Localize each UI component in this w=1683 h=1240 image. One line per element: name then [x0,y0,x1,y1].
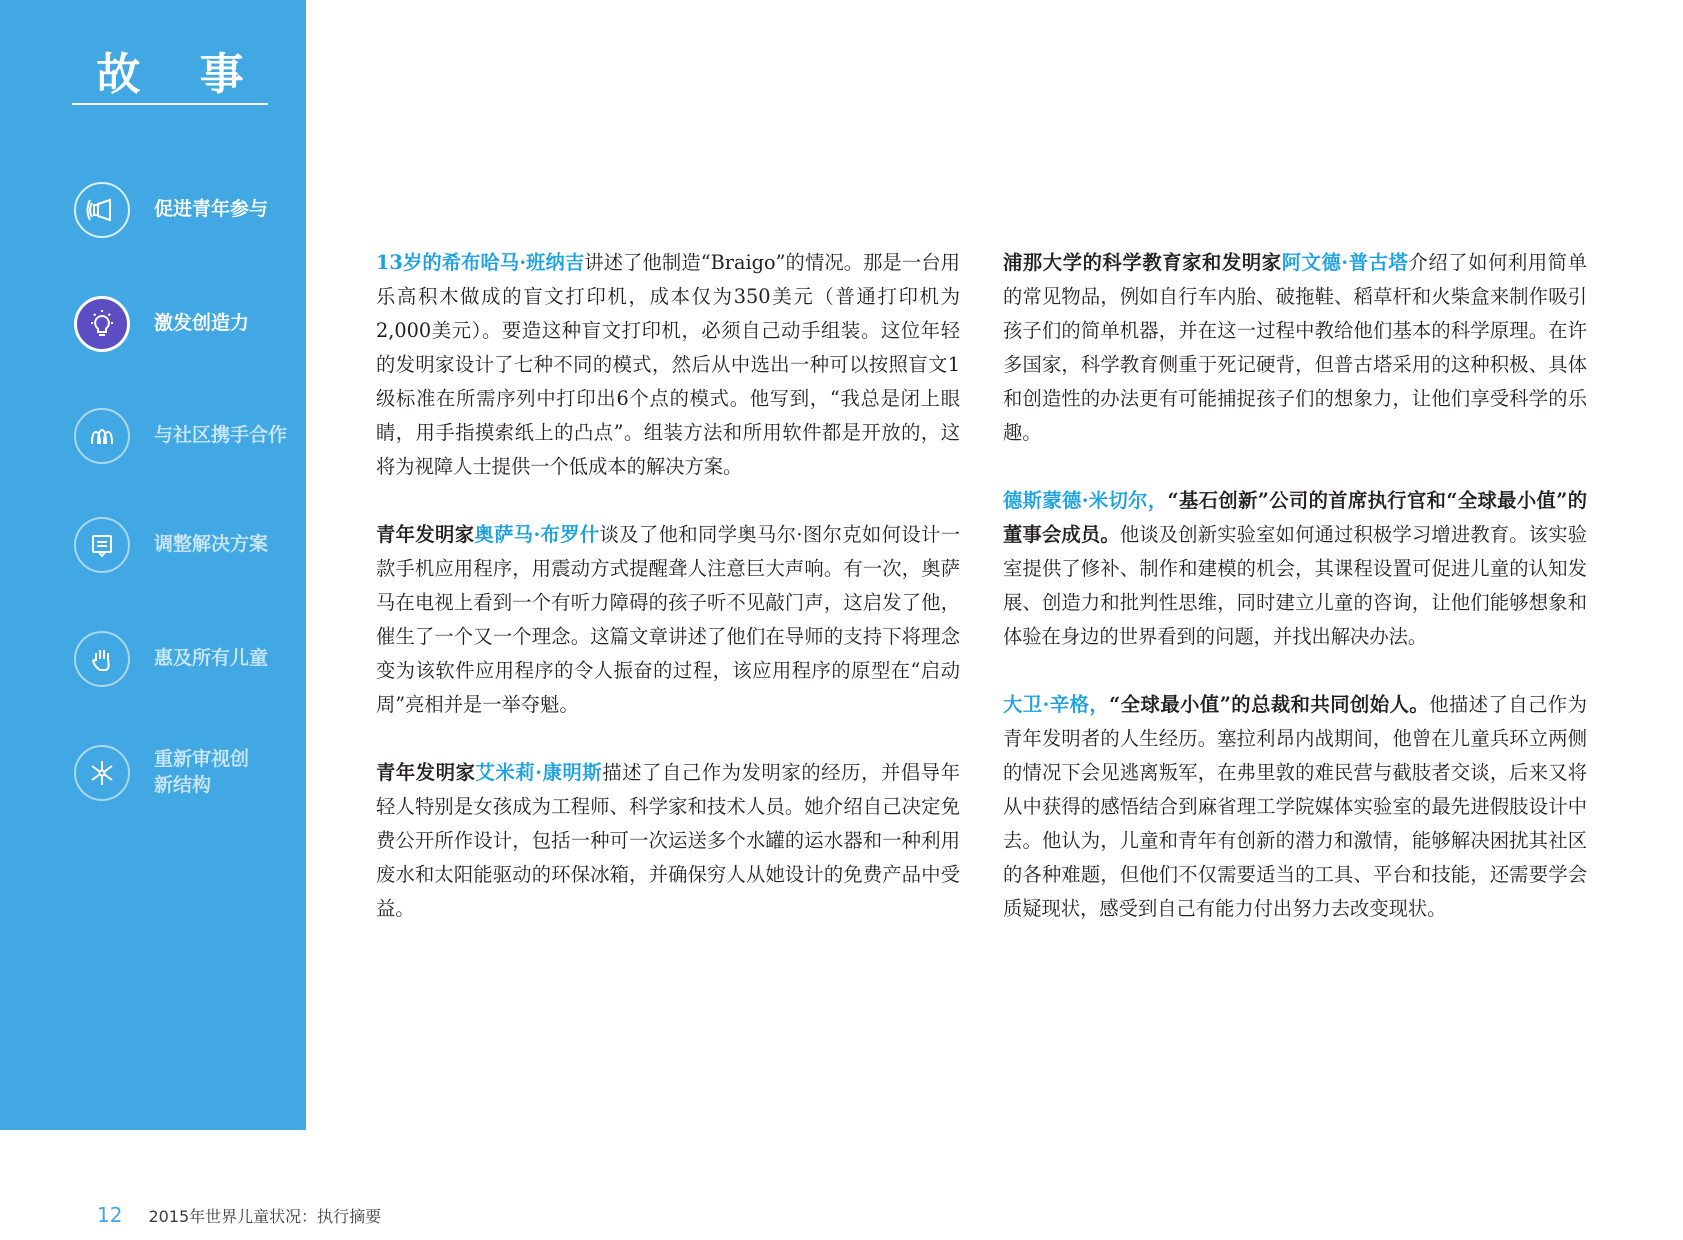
page-number: 12 [97,1203,123,1227]
story-paragraph [1003,484,1587,654]
nav-label: 调整解决方案 [154,533,269,556]
story-paragraph [376,518,960,722]
page-footer [97,1203,381,1227]
person-name: 阿文德·普古塔 [1281,251,1409,274]
nav-item-reach-all[interactable] [74,631,268,687]
nav-item-community[interactable] [74,408,287,464]
left-column [376,246,960,960]
nav-label: 重新审视创新结构 [154,748,250,796]
story-text: 介绍了如何利用简单的常见物品，例如自行车内胎、破拖鞋、稻草杆和火柴盒来制作吸引孩子们的简单机器，并在这一过程中教给他们基本的科学原理。在许多国家，科学教育侧重于死记硬背，但普古塔采用的这种积极、具体和创造性的办法更有可能捕捉孩子们的想象力，让他们享受科学的乐趣。 [1003,251,1587,444]
nav-label: 激发创造力 [154,312,250,335]
title-divider [72,103,268,105]
nav-item-creativity[interactable] [74,296,249,352]
megaphone-icon [74,182,130,238]
hand-icon [74,631,130,687]
people-icon [74,408,130,464]
nav-item-solutions[interactable] [74,517,268,573]
story-text: 描述了自己作为发明家的经历，并倡导年轻人特别是女孩成为工程师、科学家和技术人员。她介绍自己决定免费公开所作设计，包括一种可一次运送多个水罐的运水器和一种利用废水和太阳能驱动的环保冰箱，并确保穷人从她设计的免费产品中受益。 [376,761,960,920]
person-name: 德斯蒙德·米切尔， [1003,489,1168,512]
footer-title: 2015年世界儿童状况：执行摘要 [148,1207,382,1226]
person-name: 艾米莉·康明斯 [475,761,603,784]
person-name: 奥萨马·布罗什 [474,523,600,546]
person-name: 大卫·辛格， [1003,693,1110,716]
story-paragraph [376,756,960,926]
story-text: 谈及了他和同学奥马尔·图尔克如何设计一款手机应用程序，用震动方式提醒聋人注意巨大声响。有一次，奥萨马在电视上看到一个有听力障碍的孩子听不见敲门声，这启发了他，催生了一个又一个理念。这篇文章讲述了他们在导师的支持下将理念变为该软件应用程序的令人振奋的过程，该应用程序的原型在“启动周”亮相并是一举夺魁。 [376,523,960,716]
sidebar [0,0,306,1130]
person-name: 13岁的希布哈马·班纳吉 [376,251,585,274]
right-column [1003,246,1587,960]
lightbulb-icon [74,296,130,352]
story-paragraph [376,246,960,484]
lead-text: 浦那大学的科学教育家和发明家 [1003,251,1282,274]
lead-text: 青年发明家 [376,761,476,784]
story-paragraph [1003,246,1587,450]
lead-text: “基石创新”公司的首席执行官和“全球最小值”的董事会成员。 [1003,489,1587,546]
story-text: 他描述了自己作为青年发明者的人生经历。塞拉利昂内战期间，他曾在儿童兵环立两侧的情况下会见逃离叛军，在弗里敦的难民营与截肢者交谈，后来又将从中获得的感悟结合到麻省理工学院媒体实验室的最先进假肢设计中去。他认为，儿童和青年有创新的潜力和激情，能够解决困扰其社区的各种难题，但他们不仅需要适当的工具、平台和技能，还需要学会质疑现状，感受到自己有能力付出努力去改变现状。 [1003,693,1588,920]
nav-item-innovation-structure[interactable] [74,745,264,801]
nav-label: 与社区携手合作 [154,424,288,447]
sidebar-title: 故 事 [96,49,266,100]
lead-text: 青年发明家 [376,523,475,546]
nav-label: 促进青年参与 [154,198,269,221]
nav-item-youth-engagement[interactable] [74,182,268,238]
story-text: 他谈及创新实验室如何通过积极学习增进教育。该实验室提供了修补、制作和建模的机会，其课程设置可促进儿童的认知发展、创造力和批判性思维，同时建立儿童的咨询，让他们能够想象和体验在身边的世界看到的问题，并找出解决办法。 [1003,523,1588,648]
nav-label: 惠及所有儿童 [154,647,269,670]
network-icon [74,745,130,801]
story-paragraph [1003,688,1587,926]
document-icon [74,517,130,573]
lead-text: “全球最小值”的总裁和共同创始人。 [1109,693,1430,716]
story-text: 讲述了他制造“Braigo”的情况。那是一台用乐高积木做成的盲文打印机，成本仅为350美元（普通打印机为2,000美元）。要造这种盲文打印机，必须自己动手组装。这位年轻的发明家设计了七种不同的模式，然后从中选出一种可以按照盲文1级标准在所需序列中打印出6个点的模式。他写到，“我总是闭上眼睛，用手指摸索纸上的凸点”。组装方法和所用软件都是开放的，这将为视障人士提供一个低成本的解决方案。 [376,251,960,478]
